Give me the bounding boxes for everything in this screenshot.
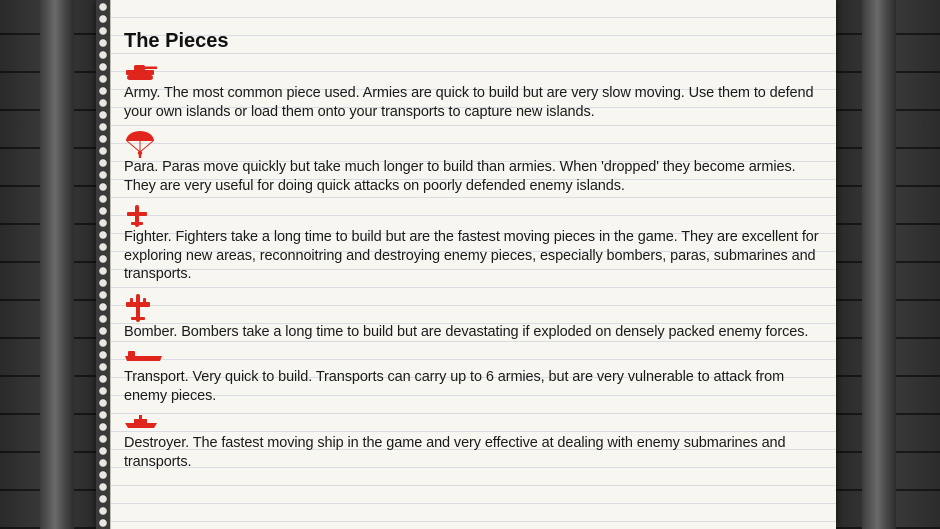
bomber-plane-icon	[124, 293, 824, 323]
pieces-content	[124, 30, 824, 480]
piece-bomber	[124, 293, 824, 342]
piece-description: Fighter. Fighters take a long time to build but are the fastest moving pieces in the game. They are excellent for exploring new areas, reconnoitring and destroying enemy pieces, especially bombers, paras, submarines and transports.	[124, 229, 819, 282]
notepad-page[interactable]	[96, 0, 836, 529]
wood-pillar-left	[40, 0, 74, 529]
parachute-icon	[124, 130, 824, 158]
piece-fighter	[124, 204, 824, 284]
piece-description: Para. Paras move quickly but take much longer to build than armies. When 'dropped' they become armies. They are very useful for doing quick attacks on poorly defended enemy islands.	[124, 159, 796, 194]
destroyer-ship-icon	[124, 414, 824, 434]
page-title: The Pieces	[124, 30, 229, 52]
fighter-plane-icon	[124, 204, 824, 228]
piece-destroyer	[124, 414, 824, 471]
wood-pillar-right	[862, 0, 896, 529]
brick-wall-left	[0, 0, 96, 529]
piece-description: Army. The most common piece used. Armies are quick to build but are very slow moving. Use them to defend your own islands or load them onto your transports to capture new islands.	[124, 85, 814, 120]
piece-transport	[124, 350, 824, 405]
tank-icon	[124, 62, 824, 84]
spiral-binding	[96, 0, 111, 529]
transport-ship-icon	[124, 350, 824, 368]
piece-para	[124, 130, 824, 195]
brick-wall-right	[836, 0, 940, 529]
piece-description: Destroyer. The fastest moving ship in the game and very effective at dealing with enemy submarines and transports.	[124, 435, 786, 470]
piece-description: Bomber. Bombers take a long time to build but are devastating if exploded on densely packed enemy forces.	[124, 323, 809, 340]
piece-description: Transport. Very quick to build. Transports can carry up to 6 armies, but are very vulnerable to attack from enemy pieces.	[124, 369, 785, 404]
piece-army	[124, 62, 824, 121]
